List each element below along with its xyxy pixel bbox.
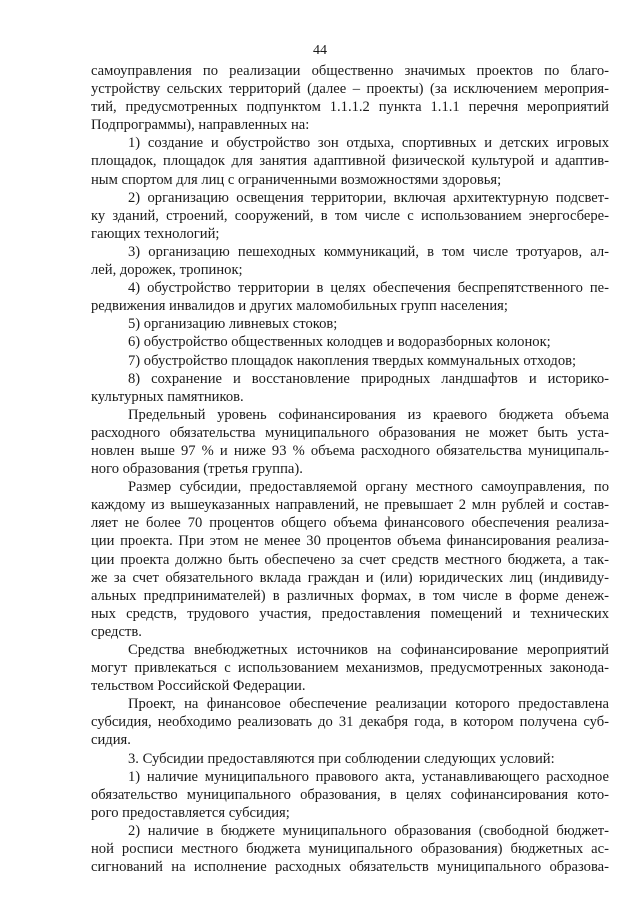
text-line: редвижения инвалидов и других маломобильных групп населения; bbox=[91, 298, 508, 315]
text-line: новлен выше 97 % и ниже 93 % объема расходного обязательства муниципаль- bbox=[91, 442, 609, 459]
text-line: Размер субсидии, предоставляемой органу местного самоуправления, по bbox=[128, 479, 609, 496]
text-line: альных предпринимателей) в различных формах, в том числе в форме денеж- bbox=[91, 587, 609, 604]
page-number: 44 bbox=[313, 43, 327, 58]
text-line: Предельный уровень софинансирования из краевого бюджета объема bbox=[128, 406, 609, 423]
text-line: 1) наличие муниципального правового акта, устанавливающего расходное bbox=[128, 768, 609, 785]
text-line: 4) обустройство территории в целях обеспечения беспрепятственного пе- bbox=[128, 280, 609, 297]
text-line: рого предоставляется субсидия; bbox=[91, 804, 290, 821]
text-line: 6) обустройство общественных колодцев и водоразборных колонок; bbox=[128, 334, 551, 351]
text-line: обязательство муниципального образования, в целях софинансирования кото- bbox=[91, 786, 609, 803]
text-line: ции проекта должно быть обеспечено за счет средств местного бюджета, а так- bbox=[91, 551, 609, 568]
body-text bbox=[91, 62, 609, 876]
text-line: 7) обустройство площадок накопления твердых коммунальных отходов; bbox=[128, 352, 577, 369]
text-line: лей, дорожек, тропинок; bbox=[91, 262, 243, 279]
text-line: площадок, площадок для занятия адаптивной физической культурой и адаптив- bbox=[91, 153, 609, 170]
text-line: культурных памятников. bbox=[91, 388, 244, 405]
text-line: 3) организацию пешеходных коммуникаций, в том числе тротуаров, ал- bbox=[128, 243, 609, 260]
text-line: Проект, на финансовое обеспечение реализации которого предоставлена bbox=[128, 696, 609, 713]
text-line: ного образования (третья группа). bbox=[91, 461, 303, 478]
text-line: ной росписи местного бюджета муниципального образования) бюджетных ас- bbox=[91, 841, 609, 858]
text-line: 8) сохранение и восстановление природных ландшафтов и историко- bbox=[128, 370, 609, 387]
text-line: ных средств, трудового участия, предоставления помещений и технических bbox=[91, 605, 609, 622]
text-line: ляет не более 70 процентов общего объема финансового обеспечения реализа- bbox=[91, 515, 609, 532]
text-line: гающих технологий; bbox=[91, 225, 220, 242]
text-line: тельством Российской Федерации. bbox=[91, 678, 306, 695]
text-line: расходного обязательства муниципального образования не может быть уста- bbox=[91, 424, 609, 441]
text-line: Подпрограммы), направленных на: bbox=[91, 117, 310, 134]
text-line: ции проекта. При этом не менее 30 процентов объема финансирования реализа- bbox=[91, 533, 609, 550]
text-line: 1) создание и обустройство зон отдыха, спортивных и детских игровых bbox=[128, 135, 609, 152]
text-line: же за счет обязательного вклада граждан и (или) юридических лиц (индивиду- bbox=[91, 569, 609, 586]
text-line: устройству сельских территорий (далее – проекты) (за исключением мероприя- bbox=[91, 81, 609, 98]
text-line: сигнований на исполнение расходных обязательств муниципального образова- bbox=[91, 859, 609, 876]
text-line: сидия. bbox=[91, 732, 131, 749]
text-line: субсидия, необходимо реализовать до 31 декабря года, в котором получена суб- bbox=[91, 714, 609, 731]
text-line: самоуправления по реализации общественно значимых проектов по благо- bbox=[91, 63, 609, 79]
text-line: ку зданий, строений, сооружений, в том числе с использованием энергосбере- bbox=[91, 207, 609, 224]
text-line: средств. bbox=[91, 623, 142, 640]
text-line: тий, предусмотренных подпунктом 1.1.1.2 пункта 1.1.1 перечня мероприятий bbox=[91, 99, 609, 116]
text-line: 5) организацию ливневых стоков; bbox=[128, 316, 338, 333]
text-line: 2) наличие в бюджете муниципального образования (свободной бюджет- bbox=[128, 822, 609, 839]
text-line: Средства внебюджетных источников на софинансирование мероприятий bbox=[128, 642, 609, 658]
text-line: 2) организацию освещения территории, включая архитектурную подсвет- bbox=[128, 189, 609, 206]
text-line: 3. Субсидии предоставляются при соблюдении следующих условий: bbox=[128, 750, 555, 767]
text-line: могут привлекаться с использованием механизмов, предусмотренных законода- bbox=[91, 660, 609, 677]
text-line: ным спортом для лиц с ограниченными возможностями здоровья; bbox=[91, 171, 502, 188]
text-line: каждому из вышеуказанных направлений, не превышает 2 млн рублей и состав- bbox=[91, 497, 609, 514]
